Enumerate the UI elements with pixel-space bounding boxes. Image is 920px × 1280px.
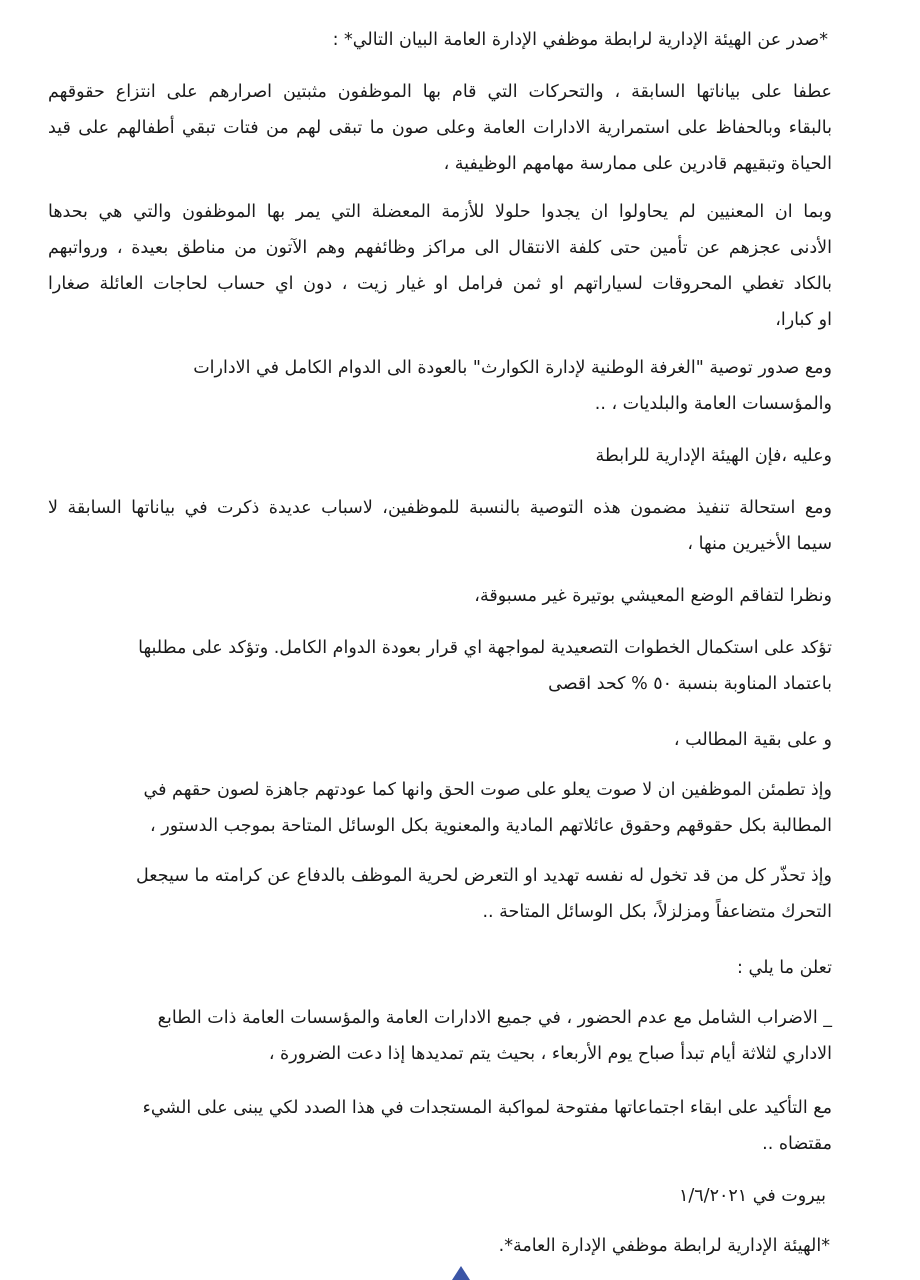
date-line bbox=[48, 1178, 826, 1214]
paragraph-line: _ الاضراب الشامل مع عدم الحضور ، في جميع الادارات العامة والمؤسسات العامة ذات الطابع bbox=[157, 1008, 832, 1028]
date-text: بيروت في ١/٦/٢٠٢١ bbox=[678, 1186, 826, 1206]
paragraph-6 bbox=[48, 578, 832, 614]
signature-text: *الهيئة الإدارية لرابطة موظفي الإدارة العامة*. bbox=[498, 1236, 830, 1256]
paragraph-2 bbox=[48, 194, 832, 338]
paragraph-9 bbox=[48, 772, 832, 844]
paragraph-8 bbox=[48, 722, 832, 758]
header-text: *صدر عن الهيئة الإدارية لرابطة موظفي الإدارة العامة البيان التالي* : bbox=[332, 30, 828, 50]
header-line bbox=[48, 22, 828, 58]
paragraph-line: او كبارا، bbox=[775, 310, 832, 330]
signature-line bbox=[48, 1228, 830, 1264]
paragraph-5 bbox=[48, 490, 832, 562]
paragraph-line: التحرك متضاعفاً ومزلزلاً، بكل الوسائل المتاحة .. bbox=[482, 902, 832, 922]
paragraph-line: بالبقاء وبالحفاظ على استمرارية الادارات العامة وعلى صون ما تبقى لهم من فتات تبقي أطفالهم على قيد bbox=[48, 118, 832, 138]
paragraph-line: المطالبة بكل حقوقهم وحقوق عائلاتهم المادية والمعنوية بكل الوسائل المتاحة بموجب الدستور ، bbox=[150, 816, 832, 836]
paragraph-line: ونظرا لتفاقم الوضع المعيشي بوتيرة غير مسبوقة، bbox=[474, 586, 832, 606]
paragraph-12 bbox=[48, 1000, 832, 1072]
paragraph-line: تؤكد على استكمال الخطوات التصعيدية لمواجهة اي قرار بعودة الدوام الكامل. وتؤكد على مطلبها bbox=[138, 638, 832, 658]
paragraph-10 bbox=[48, 858, 832, 930]
paragraph-line: وإذ تطمئن الموظفين ان لا صوت يعلو على صوت الحق وانها كما عودتهم جاهزة لصون حقهم في bbox=[143, 780, 832, 800]
paragraph-line: عطفا على بياناتها السابقة ، والتحركات التي قام بها الموظفون مثبتين اصرارهم على انتزاع حقوقهم bbox=[48, 82, 832, 102]
paragraph-line: ومع استحالة تنفيذ مضمون هذه التوصية بالنسبة للموظفين، لاسباب عديدة ذكرت في بياناتها السابقة لا bbox=[48, 498, 832, 518]
paragraph-line: وبما ان المعنيين لم يحاولوا ان يجدوا حلولا للأزمة المعضلة التي يمر بها الموظفون والتي هي بحدها bbox=[48, 202, 832, 222]
paragraph-line: والمؤسسات العامة والبلديات ، .. bbox=[594, 394, 832, 414]
paragraph-line: مقتضاه .. bbox=[762, 1134, 832, 1154]
paragraph-line: و على بقية المطالب ، bbox=[673, 730, 832, 750]
paragraph-line: الأدنى عجزهم عن تأمين حتى كلفة الانتقال الى مراكز وظائفهم وهم الآتون من مناطق بعيدة ، ورواتبهم bbox=[48, 238, 832, 258]
paragraph-line: باعتماد المناوبة بنسبة ٥٠ % كحد اقصى bbox=[548, 674, 832, 694]
paragraph-line: الاداري لثلاثة أيام تبدأ صباح يوم الأربعاء ، بحيث يتم تمديدها إذا دعت الضرورة ، bbox=[268, 1044, 832, 1064]
paragraph-4 bbox=[48, 438, 832, 474]
paragraph-line: وإذ تحذّر كل من قد تخول له نفسه تهديد او التعرض لحرية الموظف بالدفاع عن كرامته ما سيجعل bbox=[136, 866, 832, 886]
paragraph-line: وعليه ،فإن الهيئة الإدارية للرابطة bbox=[595, 446, 832, 466]
scroll-up-icon[interactable] bbox=[452, 1266, 470, 1280]
paragraph-7 bbox=[48, 630, 832, 702]
paragraph-line: سيما الأخيرين منها ، bbox=[687, 534, 832, 554]
paragraph-line: الحياة وتبقيهم قادرين على ممارسة مهامهم الوظيفية ، bbox=[443, 154, 832, 174]
paragraph-3 bbox=[48, 350, 832, 422]
paragraph-11 bbox=[48, 950, 832, 986]
paragraph-line: ومع صدور توصية "الغرفة الوطنية لإدارة الكوارث" بالعودة الى الدوام الكامل في الادارات bbox=[193, 358, 832, 378]
paragraph-line: بالكاد تغطي المحروقات لسياراتهم او ثمن فرامل او غيار زيت ، دون اي حساب لحاجات العائلة صغارا bbox=[48, 274, 832, 294]
paragraph-line: تعلن ما يلي : bbox=[737, 958, 832, 978]
paragraph-line: مع التأكيد على ابقاء اجتماعاتها مفتوحة لمواكبة المستجدات في هذا الصدد لكي يبنى على الشيء bbox=[142, 1098, 832, 1118]
paragraph-1 bbox=[48, 74, 832, 182]
paragraph-13 bbox=[48, 1090, 832, 1162]
